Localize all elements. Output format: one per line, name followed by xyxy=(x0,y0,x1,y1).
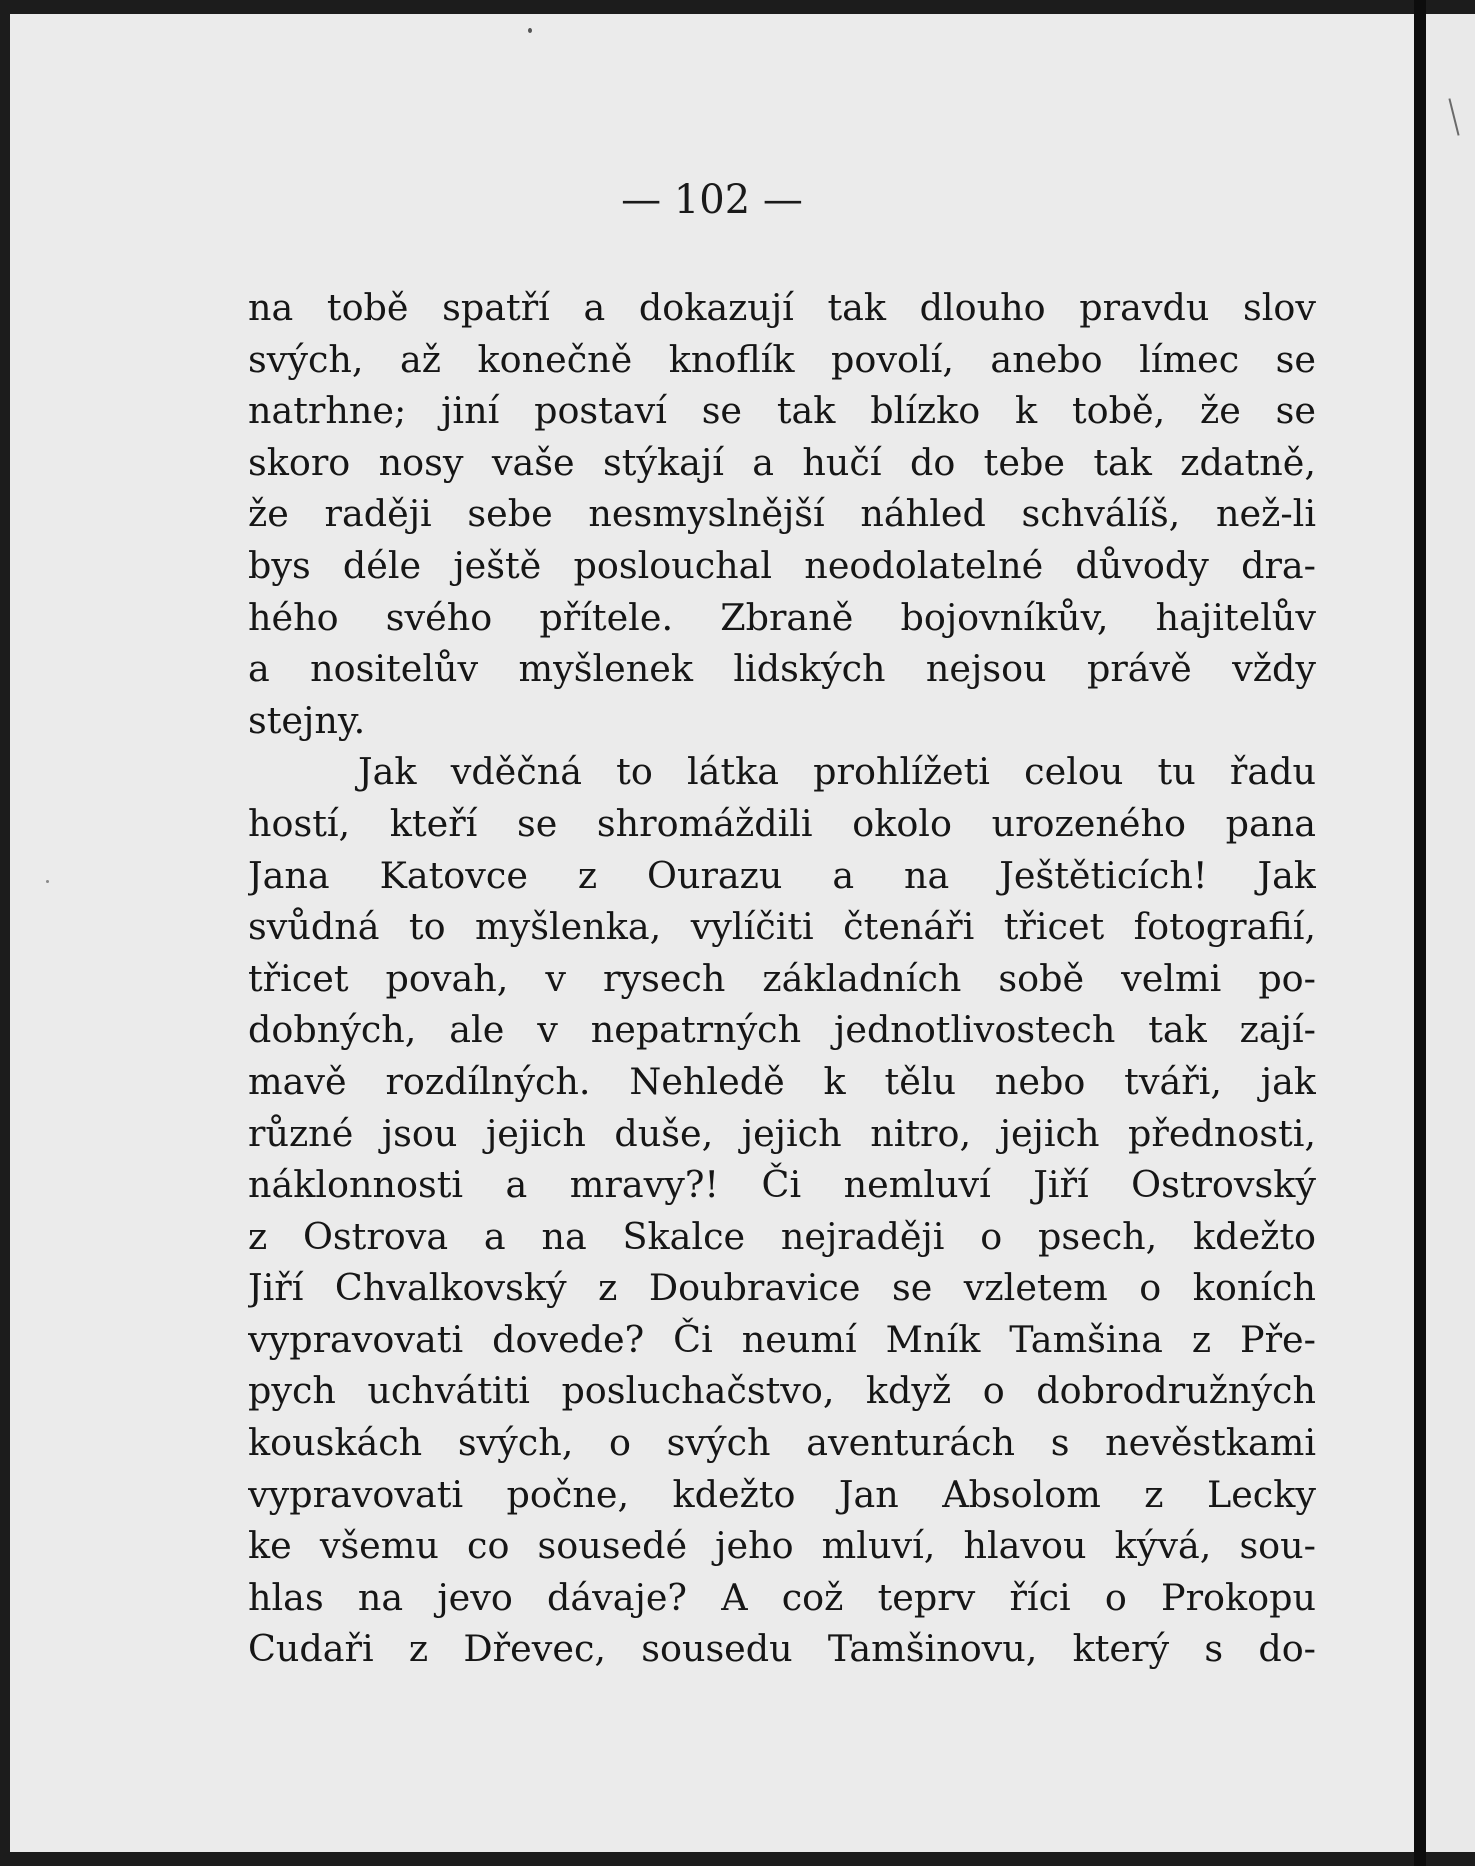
book-gutter xyxy=(1414,0,1426,1866)
text-line: z Ostrova a na Skalce nejraději o psech, kdežto xyxy=(248,1214,1316,1258)
text-line: Cudaři z Dřevec, sousedu Tamšinovu, který s do- xyxy=(248,1627,1316,1671)
text-line: vypravovati počne, kdežto Jan Absolom z Lecky xyxy=(248,1472,1316,1516)
text-line: bys déle ještě poslouchal neodolatelné důvody dra- xyxy=(248,543,1316,587)
adjacent-page-edge xyxy=(1426,14,1475,1852)
text-line: Jana Katovce z Ourazu a na Ještěticích! Jak xyxy=(248,853,1316,897)
paragraph-start-line: Jak vděčná to látka prohlížeti celou tu řadu xyxy=(358,750,1316,794)
body-text xyxy=(248,282,1316,1675)
text-line: natrhne; jiní postaví se tak blízko k tobě, že se xyxy=(248,389,1316,433)
ink-speck xyxy=(528,28,532,33)
adjacent-page-mark xyxy=(1448,98,1459,135)
text-line: že raději sebe nesmyslnější náhled schválíš, než-li xyxy=(248,492,1316,536)
text-line: a nositelův myšlenek lidských nejsou právě vždy xyxy=(248,647,1316,691)
text-line: různé jsou jejich duše, jejich nitro, jejich přednosti, xyxy=(248,1111,1316,1155)
text-line: ke všemu co sousedé jeho mluví, hlavou kývá, sou- xyxy=(248,1524,1316,1568)
text-line: svých, až konečně knoflík povolí, anebo límec se xyxy=(248,337,1316,381)
text-line: Jiří Chvalkovský z Doubravice se vzletem o koních xyxy=(248,1266,1316,1310)
text-line: mavě rozdílných. Nehledě k tělu nebo tváři, jak xyxy=(248,1059,1316,1103)
text-line: dobných, ale v nepatrných jednotlivostech tak zají- xyxy=(248,1008,1316,1052)
text-line: vypravovati dovede? Či neumí Mník Tamšina z Pře- xyxy=(248,1317,1316,1361)
page-number: — 102 — xyxy=(621,177,803,223)
text-line: hostí, kteří se shromáždili okolo urozeného pana xyxy=(248,801,1316,845)
text-line: náklonnosti a mravy?! Či nemluví Jiří Ostrovský xyxy=(248,1163,1316,1207)
ink-speck xyxy=(46,880,49,883)
text-line: hého svého přítele. Zbraně bojovníkův, hajitelův xyxy=(248,595,1316,639)
page-sheet xyxy=(10,14,1414,1852)
text-line: pych uchvátiti posluchačstvo, když o dobrodružných xyxy=(248,1369,1316,1413)
text-line: hlas na jevo dávaje? A což teprv říci o Prokopu xyxy=(248,1575,1316,1619)
text-line: stejny. xyxy=(248,698,366,742)
text-line: svůdná to myšlenka, vylíčiti čtenáři třicet fotografií, xyxy=(248,905,1316,949)
text-line: na tobě spatří a dokazují tak dlouho pravdu slov xyxy=(248,286,1316,329)
text-line: skoro nosy vaše stýkají a hučí do tebe tak zdatně, xyxy=(248,440,1316,484)
text-line: třicet povah, v rysech základních sobě velmi po- xyxy=(248,956,1316,1000)
text-line: kouskách svých, o svých aventurách s nevěstkami xyxy=(248,1421,1316,1465)
